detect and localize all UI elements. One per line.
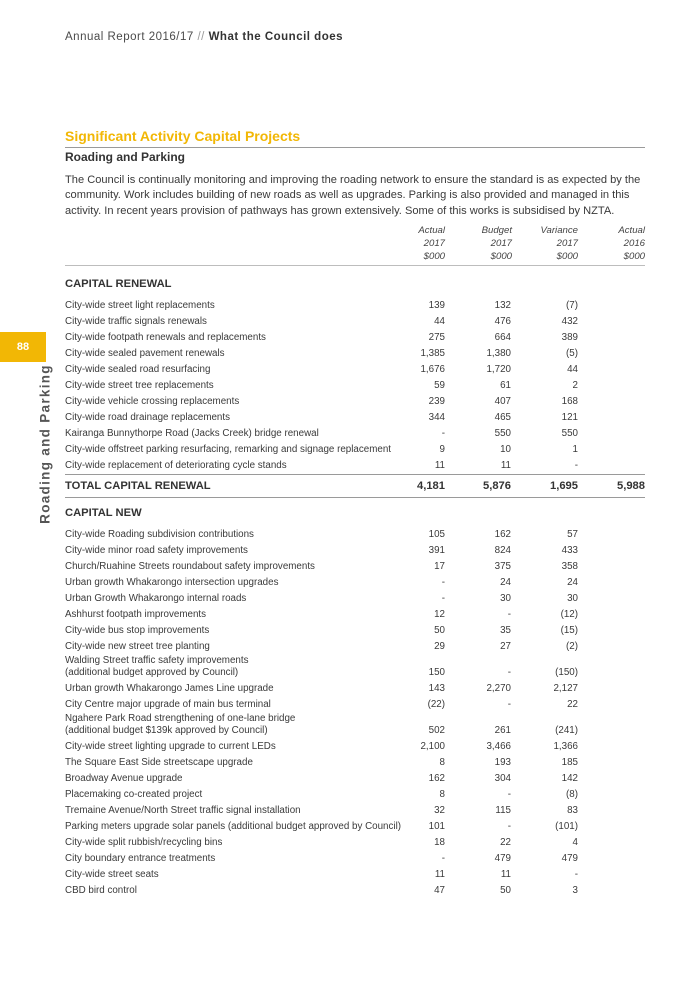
row-budget: 24 xyxy=(500,577,511,588)
row-label: City-wide new street tree planting xyxy=(65,641,210,652)
table-row xyxy=(65,442,645,458)
row-variance: (150) xyxy=(555,667,578,678)
table-row xyxy=(65,527,645,543)
row-budget: 824 xyxy=(494,545,511,556)
row-variance: 44 xyxy=(567,364,578,375)
table-row xyxy=(65,639,645,655)
total-divider-bottom xyxy=(65,497,645,498)
row-actual: 32 xyxy=(434,805,445,816)
row-budget: 193 xyxy=(494,757,511,768)
row-variance: 1,366 xyxy=(553,741,578,752)
table-row xyxy=(65,410,645,426)
row-variance: 389 xyxy=(561,332,578,343)
row-variance: 2 xyxy=(572,380,578,391)
page-number: 88 xyxy=(16,341,30,353)
subtitle: Roading and Parking xyxy=(65,150,186,164)
row-actual: 12 xyxy=(434,609,445,620)
row-actual: 50 xyxy=(434,625,445,636)
row-actual: 59 xyxy=(434,380,445,391)
row-budget: 304 xyxy=(494,773,511,784)
row-variance: (5) xyxy=(566,348,578,359)
row-label: City-wide Roading subdivision contributions xyxy=(65,529,254,540)
table-row xyxy=(65,362,645,378)
row-label: Church/Ruahine Streets roundabout safety improvements xyxy=(65,561,315,572)
row-variance: 142 xyxy=(561,773,578,784)
total-prior: 5,988 xyxy=(617,480,645,492)
row-actual: 239 xyxy=(428,396,445,407)
total-capital-renewal-row xyxy=(65,478,645,494)
row-variance: 83 xyxy=(567,805,578,816)
row-variance: 550 xyxy=(561,428,578,439)
row-variance: (15) xyxy=(560,625,578,636)
row-budget: - xyxy=(507,609,511,620)
title-divider xyxy=(65,147,645,148)
row-variance: 358 xyxy=(561,561,578,572)
row-variance: 3 xyxy=(572,885,578,896)
row-budget: 61 xyxy=(500,380,511,391)
capital-renewal-heading: CAPITAL RENEWAL xyxy=(65,278,172,290)
table-row xyxy=(65,819,645,835)
row-label: City-wide street light replacements xyxy=(65,300,215,311)
row-variance: (7) xyxy=(566,300,578,311)
table-row xyxy=(65,655,645,681)
row-budget: - xyxy=(507,789,511,800)
row-actual: 344 xyxy=(428,412,445,423)
row-budget: 476 xyxy=(494,316,511,327)
row-variance: 479 xyxy=(561,853,578,864)
row-variance: 57 xyxy=(567,529,578,540)
header-separator: // xyxy=(193,31,209,43)
row-variance: (241) xyxy=(555,725,578,736)
row-label: Parking meters upgrade solar panels (additional budget approved by Council) xyxy=(65,821,402,832)
row-actual: - xyxy=(441,853,445,864)
row-budget: 50 xyxy=(500,885,511,896)
row-label: City-wide replacement of deteriorating cycle stands xyxy=(65,460,287,471)
row-budget: - xyxy=(507,667,511,678)
row-actual: (22) xyxy=(427,699,445,710)
row-actual: - xyxy=(441,428,445,439)
table-row xyxy=(65,787,645,803)
row-variance: (12) xyxy=(560,609,578,620)
table-row xyxy=(65,681,645,697)
row-actual: 44 xyxy=(434,316,445,327)
table-row xyxy=(65,697,645,713)
row-budget: 27 xyxy=(500,641,511,652)
row-actual: 143 xyxy=(428,683,445,694)
row-label: City-wide street seats xyxy=(65,869,159,880)
capital-renewal-rows xyxy=(65,298,645,474)
row-budget: 1,720 xyxy=(486,364,511,375)
table-row xyxy=(65,330,645,346)
row-label: Urban Growth Whakarongo internal roads xyxy=(65,593,247,604)
row-actual: 47 xyxy=(434,885,445,896)
table-row xyxy=(65,378,645,394)
total-actual: 4,181 xyxy=(417,480,445,492)
row-budget: 22 xyxy=(500,837,511,848)
table-row xyxy=(65,298,645,314)
table-row xyxy=(65,867,645,883)
row-label: City-wide footpath renewals and replacements xyxy=(65,332,266,343)
header-divider xyxy=(65,265,645,266)
table-row xyxy=(65,835,645,851)
row-label: Broadway Avenue upgrade xyxy=(65,773,183,784)
row-label: City-wide road drainage replacements xyxy=(65,412,230,423)
col-actual-2017: Actual 2017 $000 xyxy=(418,225,445,262)
row-variance: 24 xyxy=(567,577,578,588)
row-label: City boundary entrance treatments xyxy=(65,853,216,864)
table-row xyxy=(65,713,645,739)
row-actual: 18 xyxy=(434,837,445,848)
table-row xyxy=(65,543,645,559)
col-actual-2016: Actual 2016 $000 xyxy=(618,225,645,262)
table-row xyxy=(65,771,645,787)
side-section-label: Roading and Parking xyxy=(37,364,53,524)
table-row xyxy=(65,607,645,623)
table-row xyxy=(65,755,645,771)
row-budget: 35 xyxy=(500,625,511,636)
col-variance-2017: Variance 2017 $000 xyxy=(540,225,578,262)
col-budget-2017: Budget 2017 $000 xyxy=(481,225,512,262)
row-label: City-wide split rubbish/recycling bins xyxy=(65,837,223,848)
row-actual: 391 xyxy=(428,545,445,556)
row-budget: - xyxy=(507,821,511,832)
row-budget: - xyxy=(507,699,511,710)
section-title: Significant Activity Capital Projects xyxy=(65,128,301,144)
row-label: City-wide vehicle crossing replacements xyxy=(65,396,240,407)
row-variance: 121 xyxy=(561,412,578,423)
row-budget: 11 xyxy=(500,869,511,880)
row-budget: 550 xyxy=(494,428,511,439)
row-label: City Centre major upgrade of main bus terminal xyxy=(65,699,271,710)
capital-new-rows xyxy=(65,527,645,899)
row-actual: - xyxy=(441,577,445,588)
capital-renewal-table xyxy=(65,276,645,474)
row-label: City-wide traffic signals renewals xyxy=(65,316,207,327)
header-section: What the Council does xyxy=(208,31,344,43)
row-budget: 3,466 xyxy=(486,741,511,752)
row-variance: 432 xyxy=(561,316,578,327)
row-variance: 4 xyxy=(572,837,578,848)
row-budget: 162 xyxy=(494,529,511,540)
table-row xyxy=(65,851,645,867)
row-actual: 17 xyxy=(434,561,445,572)
row-actual: - xyxy=(441,593,445,604)
table-row xyxy=(65,559,645,575)
table-row xyxy=(65,591,645,607)
row-budget: 664 xyxy=(494,332,511,343)
header-report-title: Annual Report 2016/17 xyxy=(65,31,194,43)
row-budget: 261 xyxy=(494,725,511,736)
row-budget: 132 xyxy=(494,300,511,311)
row-actual: 275 xyxy=(428,332,445,343)
row-label: City-wide street tree replacements xyxy=(65,380,214,391)
row-label: Ngahere Park Road strengthening of one-lane bridge (additional budget $139k approved by Council) xyxy=(65,713,296,736)
row-budget: 2,270 xyxy=(486,683,511,694)
row-label: Placemaking co-created project xyxy=(65,789,203,800)
row-actual: 105 xyxy=(428,529,445,540)
row-actual: 1,676 xyxy=(420,364,445,375)
row-variance: 185 xyxy=(561,757,578,768)
row-label: City-wide sealed road resurfacing xyxy=(65,364,211,375)
row-actual: 9 xyxy=(439,444,445,455)
intro-paragraph: The Council is continually monitoring and improving the roading network to ensure the standard is as expected by the community. Work includes building of new roads as well as upgrades. Parking is also provided and managed in this activity. In recent years provision of pathways has grown extensively. Some of this works is subsidised by NZTA. xyxy=(65,174,641,217)
row-budget: 10 xyxy=(500,444,511,455)
row-variance: 168 xyxy=(561,396,578,407)
row-actual: 162 xyxy=(428,773,445,784)
row-label: Kairanga Bunnythorpe Road (Jacks Creek) bridge renewal xyxy=(65,428,319,439)
row-label: City-wide minor road safety improvements xyxy=(65,545,248,556)
table-row xyxy=(65,575,645,591)
row-actual: 2,100 xyxy=(420,741,445,752)
table-row xyxy=(65,803,645,819)
table-row xyxy=(65,739,645,755)
row-actual: 8 xyxy=(439,789,445,800)
row-actual: 29 xyxy=(434,641,445,652)
row-actual: 139 xyxy=(428,300,445,311)
row-budget: 465 xyxy=(494,412,511,423)
row-label: Urban growth Whakarongo James Line upgrade xyxy=(65,683,274,694)
total-divider-top xyxy=(65,474,645,475)
row-variance: (8) xyxy=(566,789,578,800)
row-label: City-wide bus stop improvements xyxy=(65,625,210,636)
row-variance: (2) xyxy=(566,641,578,652)
total-budget: 5,876 xyxy=(483,480,511,492)
row-label: City-wide sealed pavement renewals xyxy=(65,348,225,359)
row-actual: 1,385 xyxy=(420,348,445,359)
row-variance: (101) xyxy=(555,821,578,832)
table-row xyxy=(65,426,645,442)
page-number-tab xyxy=(0,332,46,362)
row-variance: 1 xyxy=(572,444,578,455)
row-variance: 433 xyxy=(561,545,578,556)
row-label: City-wide street lighting upgrade to current LEDs xyxy=(65,741,276,752)
table-row xyxy=(65,623,645,639)
table-row xyxy=(65,458,645,474)
table-row xyxy=(65,314,645,330)
total-variance: 1,695 xyxy=(550,480,578,492)
total-label: TOTAL CAPITAL RENEWAL xyxy=(65,480,211,492)
row-label: CBD bird control xyxy=(65,885,137,896)
row-actual: 502 xyxy=(428,725,445,736)
row-variance: 30 xyxy=(567,593,578,604)
row-actual: 11 xyxy=(434,869,445,880)
row-budget: 479 xyxy=(494,853,511,864)
row-variance: 22 xyxy=(567,699,578,710)
table-row xyxy=(65,394,645,410)
row-budget: 30 xyxy=(500,593,511,604)
row-budget: 407 xyxy=(494,396,511,407)
row-budget: 11 xyxy=(500,460,511,471)
row-budget: 375 xyxy=(494,561,511,572)
row-budget: 115 xyxy=(495,805,511,816)
row-label: Tremaine Avenue/North Street traffic signal installation xyxy=(65,805,301,816)
running-header xyxy=(65,31,343,43)
row-variance: - xyxy=(574,460,578,471)
row-variance: 2,127 xyxy=(553,683,578,694)
row-label: Ashhurst footpath improvements xyxy=(65,609,207,620)
table-row xyxy=(65,346,645,362)
table-row xyxy=(65,883,645,899)
capital-new-heading: CAPITAL NEW xyxy=(65,507,142,519)
row-label: The Square East Side streetscape upgrade xyxy=(65,757,253,768)
row-variance: - xyxy=(574,869,578,880)
row-actual: 11 xyxy=(434,460,445,471)
row-label: Walding Street traffic safety improvements (additional budget approved by Council) xyxy=(65,655,249,678)
row-budget: 1,380 xyxy=(486,348,511,359)
row-label: City-wide offstreet parking resurfacing, remarking and signage replacement xyxy=(65,444,391,455)
row-actual: 150 xyxy=(428,667,445,678)
capital-new-table xyxy=(65,505,645,899)
row-actual: 8 xyxy=(439,757,445,768)
row-label: Urban growth Whakarongo intersection upgrades xyxy=(65,577,279,588)
row-actual: 101 xyxy=(428,821,445,832)
